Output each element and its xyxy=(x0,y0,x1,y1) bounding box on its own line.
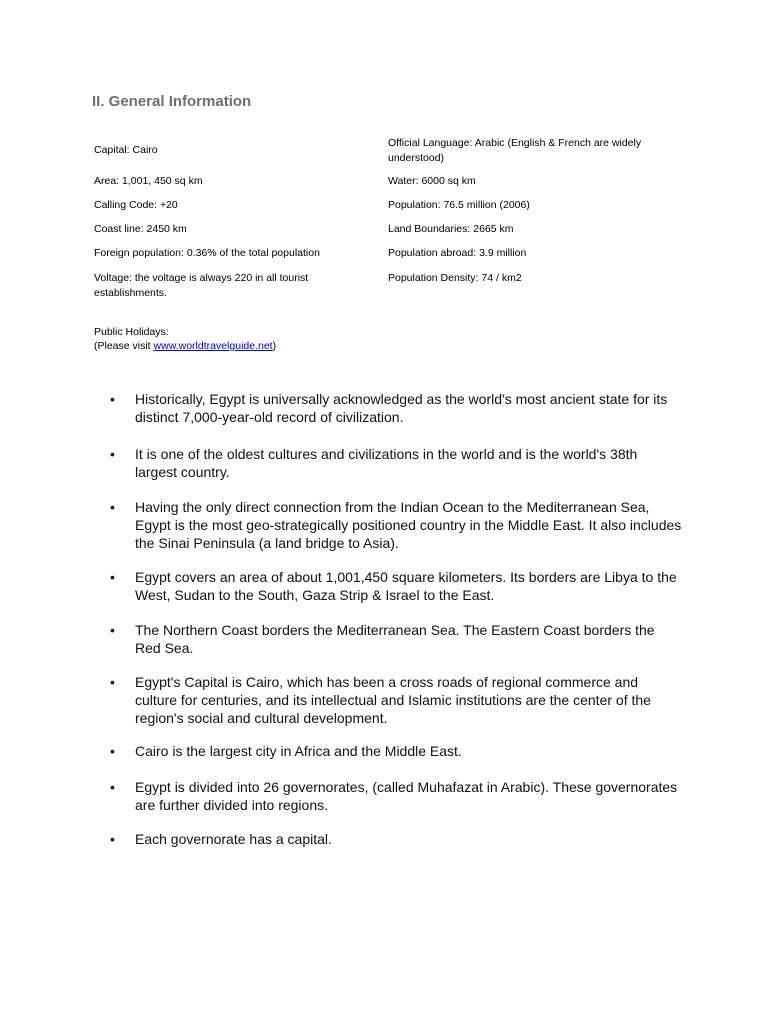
list-item xyxy=(108,742,683,760)
bullet-marker: • xyxy=(110,674,115,690)
info-row xyxy=(94,271,678,301)
list-item-text: Having the only direct connection from the Indian Ocean to the Mediterranean Sea, Egypt is the most geo-strategically positioned country in the Middle East. It also includes the Sinai Peninsula (a land bridge to Asia). xyxy=(135,499,682,551)
info-cell-voltage: Voltage: the voltage is always 220 in all tourist establishments. xyxy=(94,272,309,299)
list-item xyxy=(108,621,683,657)
list-item xyxy=(108,498,683,552)
visit-suffix: ) xyxy=(272,340,277,352)
bullet-marker: • xyxy=(110,779,115,795)
info-cell-capital: Capital: Cairo xyxy=(94,144,158,156)
info-row xyxy=(94,246,678,261)
worldtravelguide-link[interactable]: www.worldtravelguide.net xyxy=(153,340,273,352)
holidays-visit-line xyxy=(94,339,276,353)
visit-prefix: (Please visit xyxy=(94,340,154,352)
info-cell-area: Area: 1,001, 450 sq km xyxy=(94,175,203,187)
bullet-marker: • xyxy=(110,499,115,515)
info-row xyxy=(94,222,678,237)
info-cell-coast-line: Coast line: 2450 km xyxy=(94,223,187,235)
list-item-text: Egypt covers an area of about 1,001,450 square kilometers. Its borders are Libya to the West, Sudan to the South, Gaza Strip & Israel to the East. xyxy=(135,569,677,603)
list-item xyxy=(108,390,683,426)
list-item-text: Each governorate has a capital. xyxy=(135,831,332,847)
list-item xyxy=(108,778,683,814)
info-cell-population-density: Population Density: 74 / km2 xyxy=(388,272,522,284)
list-item-text: The Northern Coast borders the Mediterranean Sea. The Eastern Coast borders the Red Sea. xyxy=(135,622,655,656)
section-heading: II. General Information xyxy=(92,93,252,110)
list-item-text: Egypt's Capital is Cairo, which has been a cross roads of regional commerce and culture for centuries, and its intellectual and Islamic institutions are the center of the region's social and cultural development. xyxy=(135,674,651,726)
info-cell-water: Water: 6000 sq km xyxy=(388,175,476,187)
info-cell-population: Population: 76.5 million (2006) xyxy=(388,199,530,211)
info-cell-calling-code: Calling Code: +20 xyxy=(94,199,178,211)
public-holidays xyxy=(94,325,276,353)
bullet-marker: • xyxy=(110,391,115,407)
bullet-marker: • xyxy=(110,446,115,462)
list-item xyxy=(108,568,683,604)
list-item xyxy=(108,445,683,481)
info-row xyxy=(94,174,678,189)
list-item xyxy=(108,673,683,727)
list-item-text: Cairo is the largest city in Africa and the Middle East. xyxy=(135,743,462,759)
info-row xyxy=(94,136,678,166)
list-item xyxy=(108,830,683,848)
bullet-marker: • xyxy=(110,569,115,585)
bullet-marker: • xyxy=(110,622,115,638)
list-item-text: Egypt is divided into 26 governorates, (called Muhafazat in Arabic). These governorates are further divided into regions. xyxy=(135,779,678,813)
bullet-marker: • xyxy=(110,831,115,847)
list-item-text: Historically, Egypt is universally acknowledged as the world's most ancient state for its distinct 7,000-year-old record of civilization. xyxy=(135,391,668,425)
list-item-text: It is one of the oldest cultures and civilizations in the world and is the world's 38th largest country. xyxy=(135,446,638,480)
holidays-label: Public Holidays: xyxy=(94,326,169,338)
info-cell-population-abroad: Population abroad: 3.9 million xyxy=(388,247,527,259)
info-cell-land-boundaries: Land Boundaries: 2665 km xyxy=(388,223,514,235)
info-cell-foreign-population: Foreign population: 0.36% of the total population xyxy=(94,247,320,259)
info-cell-official-language: Official Language: Arabic (English & French are widely understood) xyxy=(388,137,642,164)
info-row xyxy=(94,198,678,213)
bullet-marker: • xyxy=(110,743,115,759)
